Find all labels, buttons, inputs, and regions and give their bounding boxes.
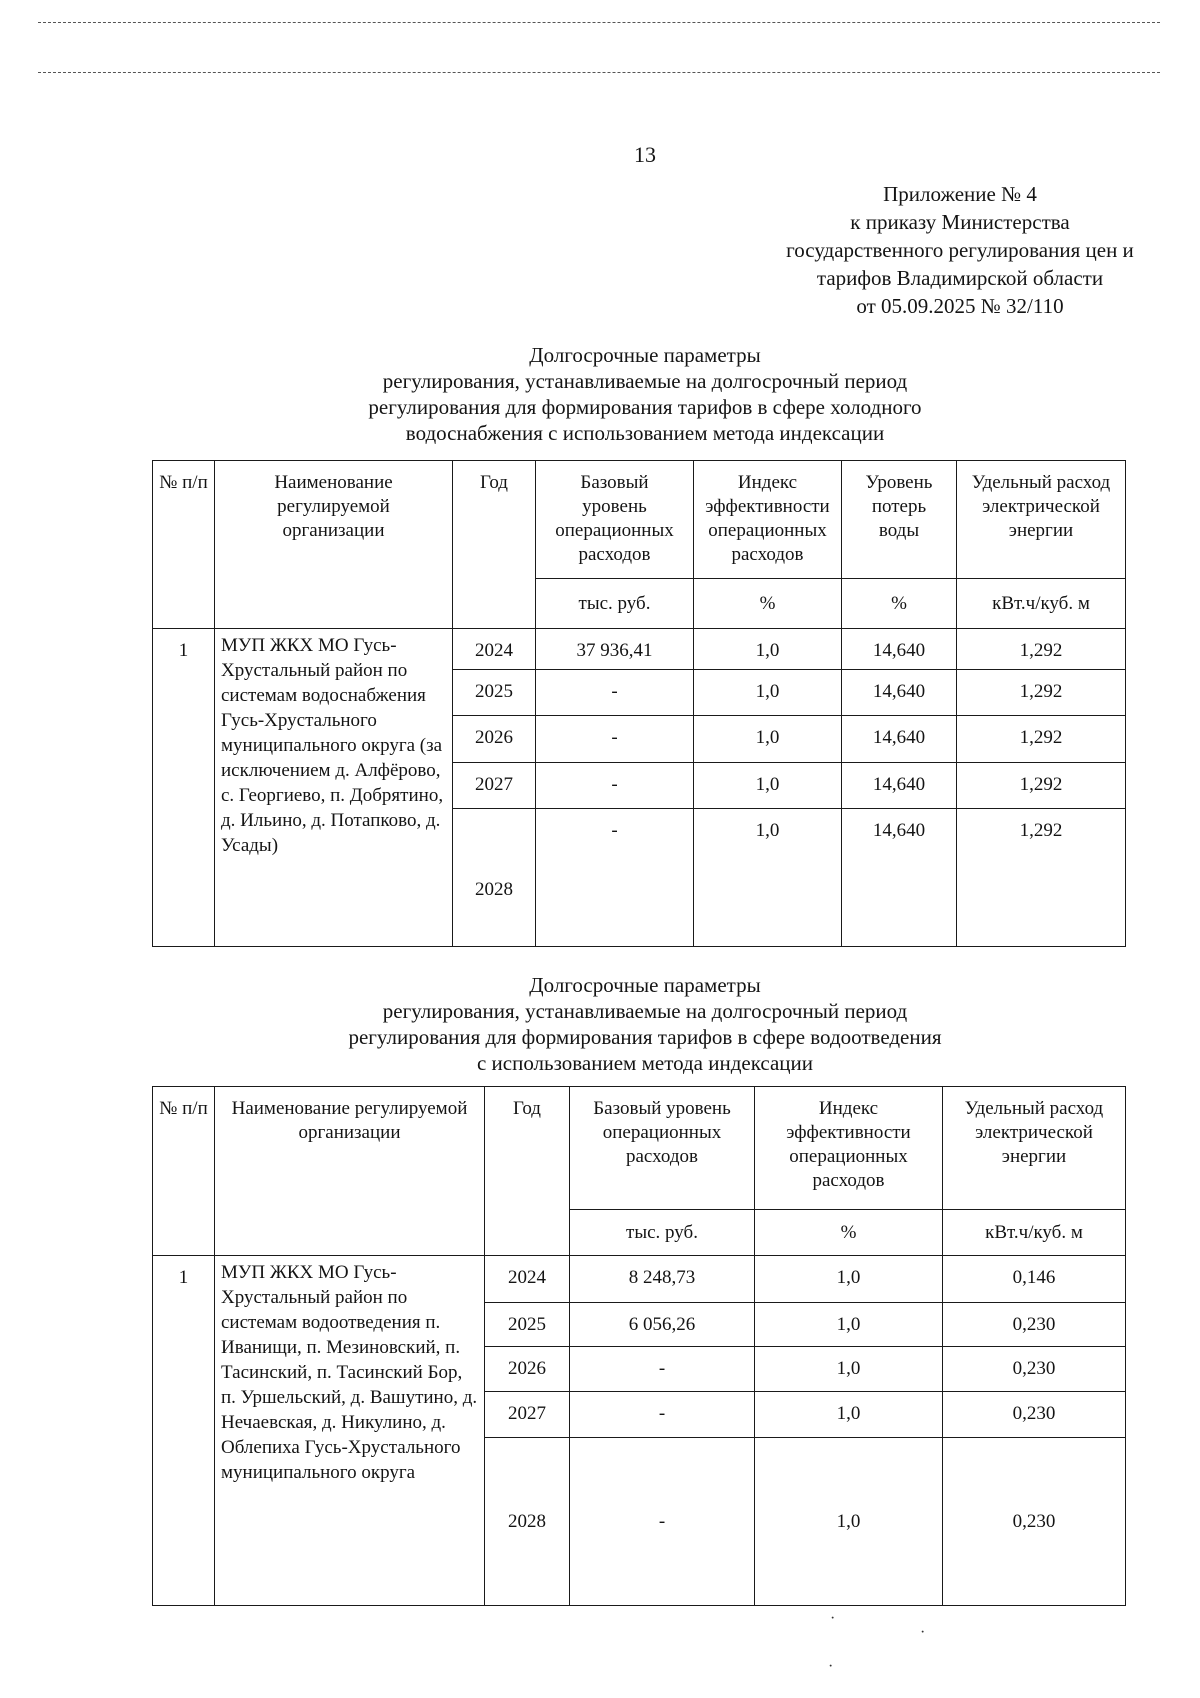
cell-loss: 14,640: [842, 763, 957, 809]
cell-loss: 14,640: [842, 629, 957, 670]
col-header-num: № п/п: [153, 1087, 215, 1256]
section1-title-line: регулирования, устанавливаемые на долгосрочный период: [382, 369, 908, 393]
section2-title-line: с использованием метода индексации: [476, 1051, 814, 1075]
col-header-org: Наименование регулируемой организации: [215, 461, 453, 629]
page-number: 13: [634, 142, 656, 167]
appendix-block: [680, 180, 1200, 320]
col-header-year: Год: [453, 461, 536, 629]
unit-index: %: [694, 579, 842, 629]
scan-speck: ·: [828, 1658, 834, 1675]
org-name: МУП ЖКХ МО Гусь-Хрустальный район по системам водоотведения п. Иванищи, п. Мезиновский, п. Тасинский, п. Тасинский Бор, п. Уршельский, д. Вашутино, д. Нечаевская, д. Никулино, д. Облепиха Гусь-Хрустального муниципального округа: [215, 1256, 485, 1606]
cell-index: 1,0: [755, 1303, 943, 1347]
cell-energy: 1,292: [957, 809, 1126, 947]
cell-year: 2028: [485, 1438, 570, 1606]
unit-loss: %: [842, 579, 957, 629]
appendix-line: государственного регулирования цен и: [786, 238, 1134, 262]
appendix-line: тарифов Владимирской области: [816, 266, 1104, 290]
section2-title-line: Долгосрочные параметры: [529, 973, 761, 997]
section2-title-line: регулирования для формирования тарифов в сфере водоотведения: [348, 1025, 942, 1049]
cell-loss: 14,640: [842, 716, 957, 763]
unit-base: тыс. руб.: [570, 1210, 755, 1256]
unit-index: %: [755, 1210, 943, 1256]
table-row: [153, 629, 1126, 670]
cell-energy: 1,292: [957, 716, 1126, 763]
cell-index: 1,0: [755, 1438, 943, 1606]
cell-base: 8 248,73: [570, 1256, 755, 1303]
unit-energy: кВт.ч/куб. м: [957, 579, 1126, 629]
section1-title-line: водоснабжения с использованием метода индексации: [405, 421, 885, 445]
col-header-loss: Уровень потерь воды: [842, 461, 957, 579]
cell-loss: 14,640: [842, 809, 957, 947]
cell-energy: 0,146: [943, 1256, 1126, 1303]
col-header-num: № п/п: [153, 461, 215, 629]
scan-speck: ·: [920, 1624, 926, 1641]
cell-index: 1,0: [694, 716, 842, 763]
section1-table: [152, 460, 1126, 947]
cell-index: 1,0: [694, 809, 842, 947]
section2-title: [300, 972, 990, 1076]
cell-index: 1,0: [694, 763, 842, 809]
cell-year: 2028: [453, 809, 536, 947]
col-header-base: Базовый уровень операционных расходов: [536, 461, 694, 579]
cell-energy: 0,230: [943, 1303, 1126, 1347]
cell-year: 2024: [485, 1256, 570, 1303]
appendix-line: Приложение № 4: [883, 182, 1037, 206]
cell-index: 1,0: [694, 629, 842, 670]
cell-energy: 1,292: [957, 629, 1126, 670]
col-header-year: Год: [485, 1087, 570, 1256]
appendix-line: к приказу Министерства: [850, 210, 1070, 234]
cell-base: -: [536, 670, 694, 716]
cell-index: 1,0: [755, 1347, 943, 1392]
col-header-index: Индекс эффективности операционных расходов: [755, 1087, 943, 1210]
cell-base: 6 056,26: [570, 1303, 755, 1347]
col-header-energy: Удельный расход электрической энергии: [957, 461, 1126, 579]
cell-energy: 0,230: [943, 1347, 1126, 1392]
section2-title-line: регулирования, устанавливаемые на долгосрочный период: [382, 999, 908, 1023]
cell-year: 2025: [485, 1303, 570, 1347]
cell-base: -: [570, 1347, 755, 1392]
cell-energy: 1,292: [957, 763, 1126, 809]
cell-loss: 14,640: [842, 670, 957, 716]
row-number: 1: [153, 1256, 215, 1606]
cell-year: 2024: [453, 629, 536, 670]
cell-base: -: [536, 809, 694, 947]
scan-speck: ·: [830, 1610, 836, 1627]
section1-title-line: Долгосрочные параметры: [529, 343, 761, 367]
org-name: МУП ЖКХ МО Гусь-Хрустальный район по системам водоснабжения Гусь-Хрустального муниципального округа (за исключением д. Алфёрово, с. Георгиево, п. Добрятино, д. Ильино, д. Потапково, д. Усады): [215, 629, 453, 947]
cell-base: -: [570, 1438, 755, 1606]
cell-year: 2026: [453, 716, 536, 763]
cell-base: 37 936,41: [536, 629, 694, 670]
section1-title-line: регулирования для формирования тарифов в сфере холодного: [368, 395, 922, 419]
scan-border-line: [38, 72, 1160, 73]
cell-base: -: [570, 1392, 755, 1438]
unit-base: тыс. руб.: [536, 579, 694, 629]
section2-table: [152, 1086, 1126, 1606]
col-header-org: Наименование регулируемой организации: [215, 1087, 485, 1256]
cell-year: 2027: [485, 1392, 570, 1438]
cell-year: 2026: [485, 1347, 570, 1392]
cell-index: 1,0: [694, 670, 842, 716]
cell-energy: 0,230: [943, 1392, 1126, 1438]
cell-base: -: [536, 763, 694, 809]
col-header-base: Базовый уровень операционных расходов: [570, 1087, 755, 1210]
cell-year: 2027: [453, 763, 536, 809]
col-header-index: Индекс эффективности операционных расходов: [694, 461, 842, 579]
cell-index: 1,0: [755, 1256, 943, 1303]
unit-energy: кВт.ч/куб. м: [943, 1210, 1126, 1256]
cell-year: 2025: [453, 670, 536, 716]
table-row: [153, 1256, 1126, 1303]
col-header-energy: Удельный расход электрической энергии: [943, 1087, 1126, 1210]
cell-energy: 1,292: [957, 670, 1126, 716]
cell-base: -: [536, 716, 694, 763]
appendix-line: от 05.09.2025 № 32/110: [856, 294, 1064, 318]
scan-border-top: [38, 22, 1160, 23]
row-number: 1: [153, 629, 215, 947]
cell-index: 1,0: [755, 1392, 943, 1438]
section1-title: [300, 342, 990, 446]
cell-energy: 0,230: [943, 1438, 1126, 1606]
